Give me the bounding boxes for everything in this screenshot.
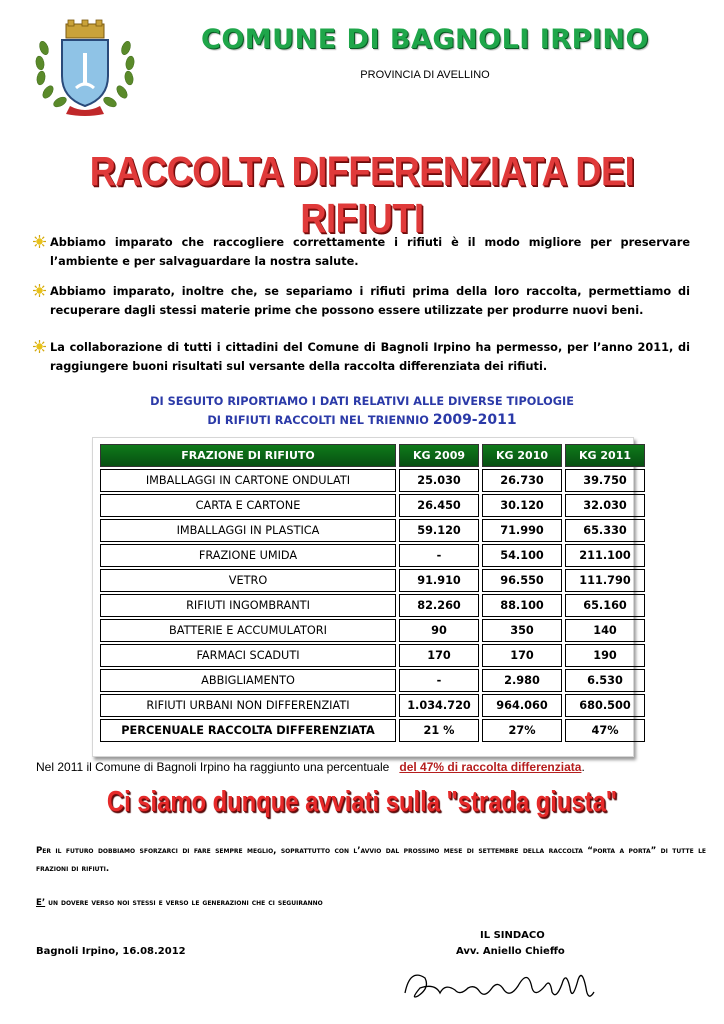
kg-2010-cell: 964.060 bbox=[482, 694, 562, 717]
paragraph-2 bbox=[30, 282, 690, 320]
page-title: RACCOLTA DIFFERENZIATA DEI RIFIUTI bbox=[89, 148, 635, 241]
future-plans-text: Per il futuro dobbiamo sforzarci di fare sempre meglio, soprattutto con l’avvio dal prossimo mese di settembre della raccolta “porta a porta” di tutte le frazioni di rifiuti. bbox=[36, 846, 706, 874]
result-note bbox=[36, 760, 716, 774]
kg-2009-cell: - bbox=[399, 669, 479, 692]
kg-2010-cell: 170 bbox=[482, 644, 562, 667]
kg-2010-cell: 71.990 bbox=[482, 519, 562, 542]
table-row bbox=[100, 694, 645, 717]
percent-2009-cell: 21 % bbox=[399, 719, 479, 742]
column-header-2009: KG 2009 bbox=[399, 444, 479, 467]
duty-rest: un dovere verso noi stessi e verso le generazioni che ci seguiranno bbox=[45, 898, 323, 908]
kg-2011-cell: 39.750 bbox=[565, 469, 645, 492]
table-intro-line-2 bbox=[0, 412, 724, 428]
fraction-cell: RIFIUTI URBANI NON DIFFERENZIATI bbox=[100, 694, 396, 717]
kg-2009-cell: - bbox=[399, 544, 479, 567]
kg-2011-cell: 190 bbox=[565, 644, 645, 667]
table-intro-line-1: DI SEGUITO RIPORTIAMO I DATI RELATIVI ALLE DIVERSE TIPOLOGIE bbox=[150, 395, 574, 408]
table-total-row bbox=[100, 719, 645, 742]
paragraph-text: Abbiamo imparato che raccogliere correttamente i rifiuti è il modo migliore per preservare l’ambiente e per salvaguardare la nostra salute. bbox=[50, 236, 690, 268]
fraction-cell: IMBALLAGGI IN CARTONE ONDULATI bbox=[100, 469, 396, 492]
fraction-cell: ABBIGLIAMENTO bbox=[100, 669, 396, 692]
table-row bbox=[100, 669, 645, 692]
mayor-name: Avv. Aniello Chieffo bbox=[456, 946, 565, 957]
percent-2011-cell: 47% bbox=[565, 719, 645, 742]
table-intro-years: 2009-2011 bbox=[432, 412, 517, 428]
kg-2010-cell: 2.980 bbox=[482, 669, 562, 692]
kg-2009-cell: 26.450 bbox=[399, 494, 479, 517]
table-row bbox=[100, 494, 645, 517]
kg-2011-cell: 140 bbox=[565, 619, 645, 642]
result-highlight: del 47% di raccolta differenziata bbox=[399, 760, 582, 774]
fraction-cell: CARTA E CARTONE bbox=[100, 494, 396, 517]
kg-2009-cell: 1.034.720 bbox=[399, 694, 479, 717]
slogan: Ci siamo dunque avviati sulla "strada giusta" bbox=[106, 786, 618, 818]
kg-2010-cell: 96.550 bbox=[482, 569, 562, 592]
column-header-2010: KG 2010 bbox=[482, 444, 562, 467]
result-note-end: . bbox=[581, 760, 585, 774]
province-subtitle: PROVINCIA DI AVELLINO bbox=[360, 69, 490, 81]
fraction-cell: FARMACI SCADUTI bbox=[100, 644, 396, 667]
mayor-title: IL SINDACO bbox=[480, 930, 545, 941]
kg-2011-cell: 680.500 bbox=[565, 694, 645, 717]
handwritten-signature bbox=[400, 958, 600, 1008]
table-row bbox=[100, 469, 645, 492]
sun-bullet-icon bbox=[33, 284, 46, 297]
column-header-2011: KG 2011 bbox=[565, 444, 645, 467]
kg-2011-cell: 32.030 bbox=[565, 494, 645, 517]
place-and-date: Bagnoli Irpino, 16.08.2012 bbox=[36, 946, 186, 957]
kg-2011-cell: 65.160 bbox=[565, 594, 645, 617]
paragraph-1 bbox=[30, 233, 690, 271]
paragraph-text: La collaborazione di tutti i cittadini del Comune di Bagnoli Irpino ha permesso, per l’anno 2011, di raggiungere buoni risultati sul versante della raccolta differenziata dei rifiuti. bbox=[50, 341, 690, 373]
table-row bbox=[100, 519, 645, 542]
kg-2011-cell: 211.100 bbox=[565, 544, 645, 567]
kg-2011-cell: 6.530 bbox=[565, 669, 645, 692]
kg-2011-cell: 111.790 bbox=[565, 569, 645, 592]
sun-bullet-icon bbox=[33, 340, 46, 353]
kg-2009-cell: 25.030 bbox=[399, 469, 479, 492]
waste-data-table bbox=[97, 442, 648, 744]
fraction-cell: FRAZIONE UMIDA bbox=[100, 544, 396, 567]
kg-2010-cell: 30.120 bbox=[482, 494, 562, 517]
kg-2009-cell: 90 bbox=[399, 619, 479, 642]
kg-2011-cell: 65.330 bbox=[565, 519, 645, 542]
table-row bbox=[100, 619, 645, 642]
duty-statement bbox=[36, 894, 706, 912]
result-note-text: Nel 2011 il Comune di Bagnoli Irpino ha raggiunto una percentuale bbox=[36, 760, 390, 774]
fraction-cell: VETRO bbox=[100, 569, 396, 592]
column-header-fraction: FRAZIONE DI RIFIUTO bbox=[100, 444, 396, 467]
municipality-title: COMUNE DI BAGNOLI IRPINO bbox=[201, 24, 649, 55]
municipal-crest-logo bbox=[30, 18, 140, 118]
kg-2010-cell: 26.730 bbox=[482, 469, 562, 492]
table-intro-text: DI RIFIUTI RACCOLTI NEL TRIENNIO bbox=[207, 414, 429, 427]
table-row bbox=[100, 594, 645, 617]
fraction-cell: BATTERIE E ACCUMULATORI bbox=[100, 619, 396, 642]
total-label-cell: PERCENUALE RACCOLTA DIFFERENZIATA bbox=[100, 719, 396, 742]
table-header-row bbox=[100, 444, 645, 467]
kg-2009-cell: 91.910 bbox=[399, 569, 479, 592]
fraction-cell: IMBALLAGGI IN PLASTICA bbox=[100, 519, 396, 542]
paragraph-3 bbox=[30, 338, 690, 376]
table-row bbox=[100, 644, 645, 667]
kg-2009-cell: 170 bbox=[399, 644, 479, 667]
kg-2010-cell: 88.100 bbox=[482, 594, 562, 617]
kg-2010-cell: 350 bbox=[482, 619, 562, 642]
fraction-cell: RIFIUTI INGOMBRANTI bbox=[100, 594, 396, 617]
table-row bbox=[100, 569, 645, 592]
table-row bbox=[100, 544, 645, 567]
kg-2009-cell: 82.260 bbox=[399, 594, 479, 617]
sun-bullet-icon bbox=[33, 235, 46, 248]
kg-2009-cell: 59.120 bbox=[399, 519, 479, 542]
paragraph-text: Abbiamo imparato, inoltre che, se separiamo i rifiuti prima della loro raccolta, permettiamo di recuperare dagli stessi materie prime che possono essere utilizzate per produrre nuovi beni. bbox=[50, 285, 690, 317]
percent-2010-cell: 27% bbox=[482, 719, 562, 742]
duty-first-word: E’ bbox=[36, 898, 46, 908]
kg-2010-cell: 54.100 bbox=[482, 544, 562, 567]
